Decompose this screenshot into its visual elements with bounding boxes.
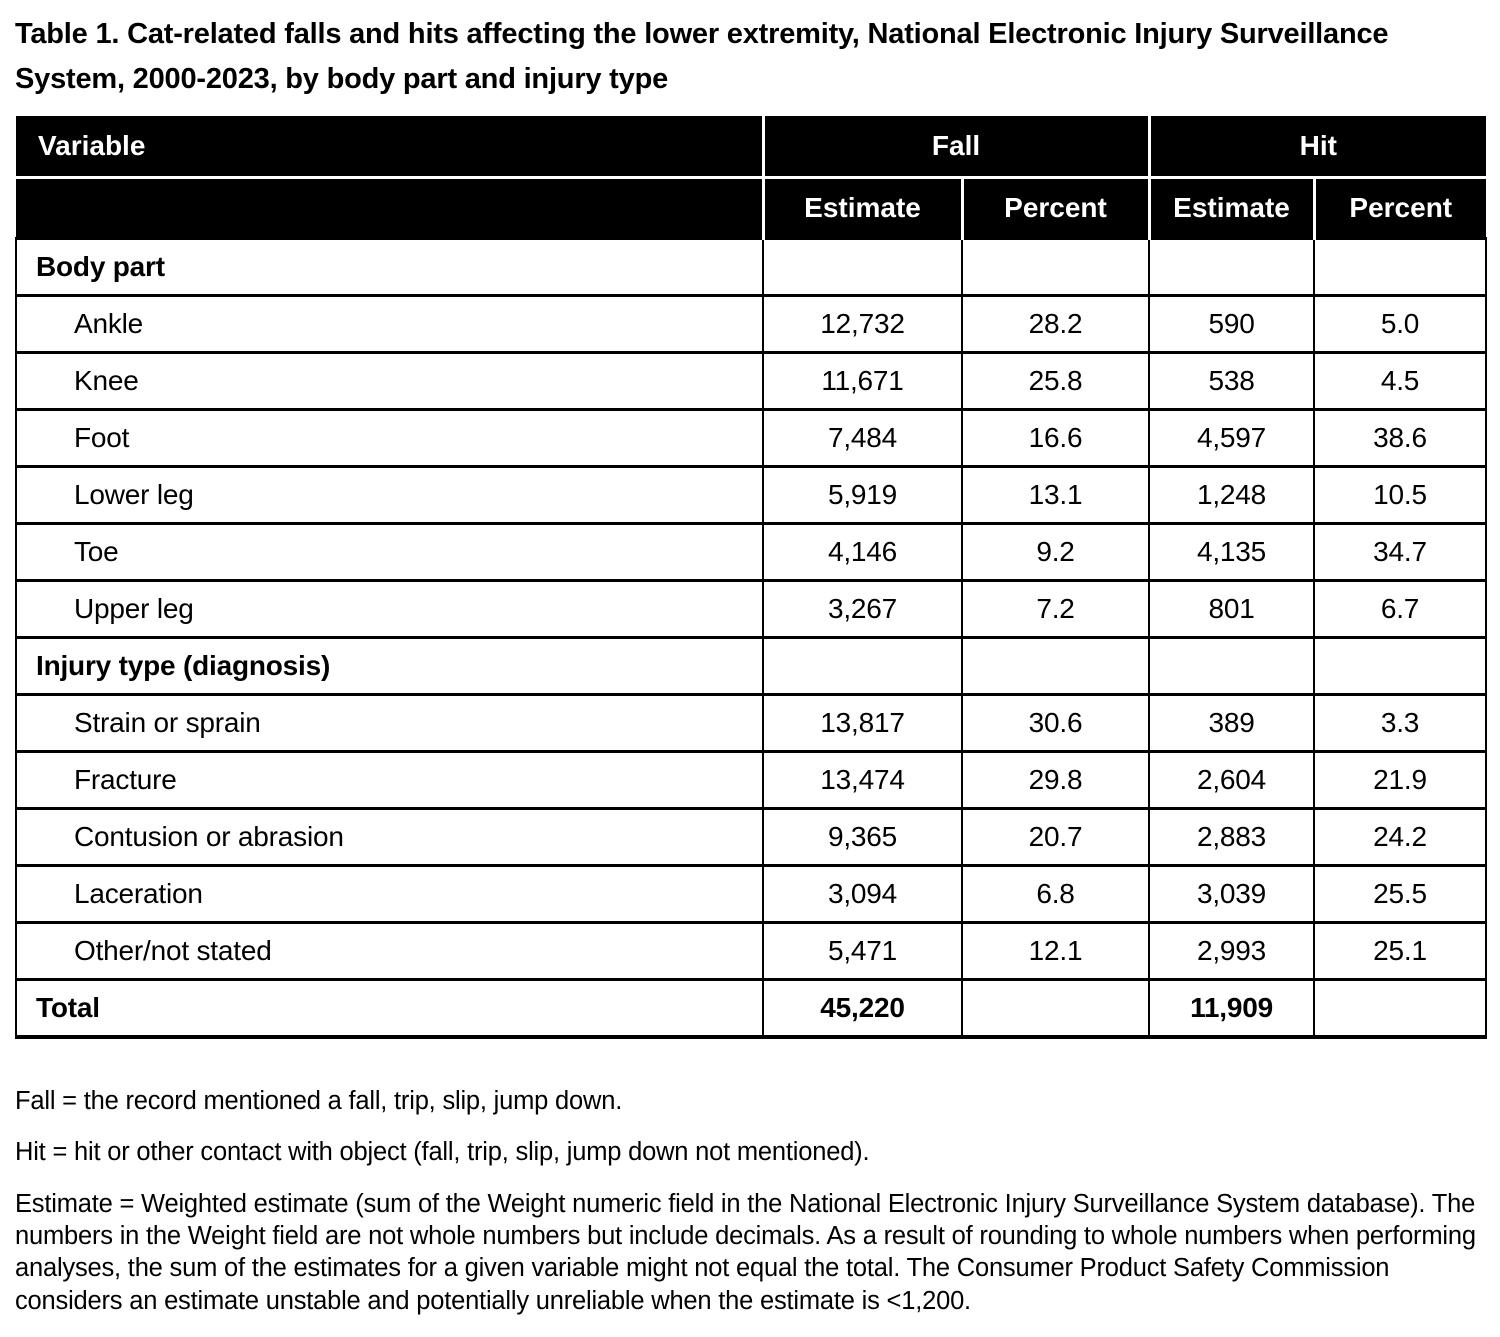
hit-percent-total bbox=[1314, 980, 1486, 1037]
table-row bbox=[16, 923, 1486, 980]
fall-percent-cell: 28.2 bbox=[962, 296, 1149, 353]
total-row bbox=[16, 980, 1486, 1037]
fall-percent-cell: 6.8 bbox=[962, 866, 1149, 923]
row-label: Toe bbox=[16, 524, 763, 581]
section-label: Body part bbox=[16, 239, 763, 296]
section-row-body-part bbox=[16, 239, 1486, 296]
table-row bbox=[16, 296, 1486, 353]
fall-estimate-cell: 4,146 bbox=[763, 524, 962, 581]
hit-percent-cell: 34.7 bbox=[1314, 524, 1486, 581]
table-row bbox=[16, 866, 1486, 923]
fall-percent-cell: 30.6 bbox=[962, 695, 1149, 752]
hit-estimate-cell: 2,883 bbox=[1149, 809, 1314, 866]
fall-estimate-cell: 13,817 bbox=[763, 695, 962, 752]
table-row bbox=[16, 353, 1486, 410]
hit-estimate-cell: 590 bbox=[1149, 296, 1314, 353]
column-header-variable: Variable bbox=[16, 116, 763, 178]
hit-estimate-cell: 538 bbox=[1149, 353, 1314, 410]
hit-percent-cell: 25.5 bbox=[1314, 866, 1486, 923]
column-group-fall: Fall bbox=[763, 116, 1149, 178]
hit-estimate-cell: 4,135 bbox=[1149, 524, 1314, 581]
section-row-injury-type bbox=[16, 638, 1486, 695]
footnote-hit: Hit = hit or other contact with object (fall, trip, slip, jump down not mentioned). bbox=[15, 1138, 870, 1167]
column-header-fall-percent: Percent bbox=[962, 178, 1149, 239]
fall-percent-cell: 7.2 bbox=[962, 581, 1149, 638]
row-label: Ankle bbox=[16, 296, 763, 353]
column-group-hit: Hit bbox=[1149, 116, 1486, 178]
hit-percent-cell: 24.2 bbox=[1314, 809, 1486, 866]
table-row bbox=[16, 752, 1486, 809]
hit-estimate-cell: 389 bbox=[1149, 695, 1314, 752]
row-label: Laceration bbox=[16, 866, 763, 923]
hit-percent-cell: 6.7 bbox=[1314, 581, 1486, 638]
fall-percent-cell: 20.7 bbox=[962, 809, 1149, 866]
row-label: Knee bbox=[16, 353, 763, 410]
hit-percent-cell: 21.9 bbox=[1314, 752, 1486, 809]
table-title: Table 1. Cat-related falls and hits affecting the lower extremity, National Electronic Injury Surveillance System, 2000-2023, by body part and injury type bbox=[15, 18, 1389, 95]
row-label: Foot bbox=[16, 410, 763, 467]
table-row bbox=[16, 410, 1486, 467]
table-row bbox=[16, 695, 1486, 752]
hit-estimate-total: 11,909 bbox=[1149, 980, 1314, 1037]
fall-percent-total bbox=[962, 980, 1149, 1037]
header-sub-row bbox=[16, 178, 1486, 239]
hit-percent-cell: 5.0 bbox=[1314, 296, 1486, 353]
hit-estimate-cell: 3,039 bbox=[1149, 866, 1314, 923]
table-row bbox=[16, 524, 1486, 581]
fall-estimate-cell: 5,919 bbox=[763, 467, 962, 524]
fall-estimate-cell: 5,471 bbox=[763, 923, 962, 980]
hit-percent-cell: 10.5 bbox=[1314, 467, 1486, 524]
row-label: Strain or sprain bbox=[16, 695, 763, 752]
hit-percent-cell: 3.3 bbox=[1314, 695, 1486, 752]
hit-percent-cell: 38.6 bbox=[1314, 410, 1486, 467]
hit-estimate-cell: 1,248 bbox=[1149, 467, 1314, 524]
column-header-hit-estimate: Estimate bbox=[1149, 178, 1314, 239]
fall-estimate-cell: 12,732 bbox=[763, 296, 962, 353]
row-label: Fracture bbox=[16, 752, 763, 809]
total-label: Total bbox=[16, 980, 763, 1037]
table-row bbox=[16, 467, 1486, 524]
hit-estimate-cell: 801 bbox=[1149, 581, 1314, 638]
row-label: Other/not stated bbox=[16, 923, 763, 980]
fall-percent-cell: 29.8 bbox=[962, 752, 1149, 809]
footnote-fall: Fall = the record mentioned a fall, trip, slip, jump down. bbox=[15, 1086, 623, 1115]
hit-estimate-cell: 2,993 bbox=[1149, 923, 1314, 980]
section-label: Injury type (diagnosis) bbox=[16, 638, 763, 695]
hit-estimate-cell: 4,597 bbox=[1149, 410, 1314, 467]
hit-percent-cell: 25.1 bbox=[1314, 923, 1486, 980]
table-row bbox=[16, 581, 1486, 638]
injury-table bbox=[15, 116, 1487, 1039]
fall-estimate-cell: 9,365 bbox=[763, 809, 962, 866]
table-header bbox=[16, 116, 1486, 239]
row-label: Upper leg bbox=[16, 581, 763, 638]
fall-estimate-cell: 11,671 bbox=[763, 353, 962, 410]
fall-percent-cell: 25.8 bbox=[962, 353, 1149, 410]
fall-estimate-cell: 13,474 bbox=[763, 752, 962, 809]
column-header-fall-estimate: Estimate bbox=[763, 178, 962, 239]
table-row bbox=[16, 809, 1486, 866]
fall-percent-cell: 12.1 bbox=[962, 923, 1149, 980]
fall-percent-cell: 9.2 bbox=[962, 524, 1149, 581]
fall-percent-cell: 16.6 bbox=[962, 410, 1149, 467]
column-header-hit-percent: Percent bbox=[1314, 178, 1486, 239]
row-label: Lower leg bbox=[16, 467, 763, 524]
footnotes bbox=[15, 1085, 1487, 1317]
footnote-estimate: Estimate = Weighted estimate (sum of the Weight numeric field in the National Electronic Injury Surveillance System database). The numbers in the Weight field are not whole numbers but include decimals. As a result of rounding to whole numbers when performing analyses, the sum of the estimates for a given variable might not equal the total. The Consumer Product Safety Commission considers an estimate unstable and potentially unreliable when the estimate is <1,200. bbox=[15, 1189, 1476, 1315]
row-label: Contusion or abrasion bbox=[16, 809, 763, 866]
hit-estimate-cell: 2,604 bbox=[1149, 752, 1314, 809]
fall-estimate-cell: 3,094 bbox=[763, 866, 962, 923]
hit-percent-cell: 4.5 bbox=[1314, 353, 1486, 410]
fall-estimate-total: 45,220 bbox=[763, 980, 962, 1037]
fall-estimate-cell: 3,267 bbox=[763, 581, 962, 638]
fall-percent-cell: 13.1 bbox=[962, 467, 1149, 524]
fall-estimate-cell: 7,484 bbox=[763, 410, 962, 467]
table-body bbox=[16, 239, 1486, 1037]
header-group-row bbox=[16, 116, 1486, 178]
column-header-empty bbox=[16, 178, 763, 239]
